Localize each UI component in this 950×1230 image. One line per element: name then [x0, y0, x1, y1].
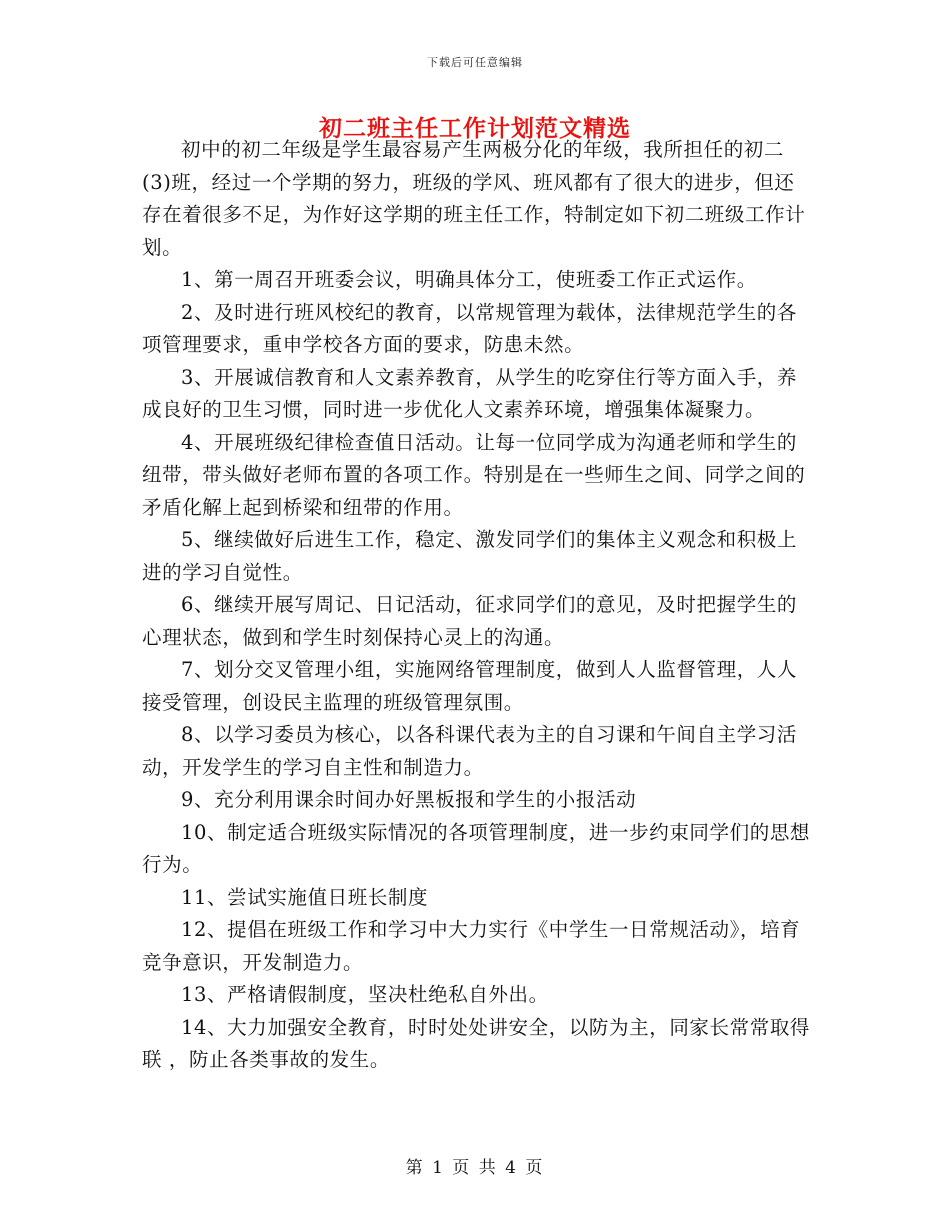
plan-item-7: 7、划分交叉管理小组，实施网络管理制度，做到人人监督管理，人人接受管理，创设民主监理的班级管理氛围。 — [142, 658, 798, 714]
page-footer: 第 1 页 共 4 页 — [405, 1158, 545, 1178]
plan-item-10: 10、制定适合班级实际情况的各项管理制度，进一步约束同学们的思想行为。 — [142, 820, 811, 876]
plan-item-4: 4、开展班级纪律检查值日活动。让每一位同学成为沟通老师和学生的纽带，带头做好老师布置的各项工作。特别是在一些师生之间、同学之间的矛盾化解上起到桥梁和纽带的作用。 — [142, 430, 806, 519]
plan-item-5: 5、继续做好后进生工作，稳定、激发同学们的集体主义观念和积极上进的学习自觉性。 — [142, 528, 798, 584]
plan-item-3: 3、开展诚信教育和人文素养教育，从学生的吃穿住行等方面入手，养成良好的卫生习惯，同时进一步优化人文素养环境，增强集体凝聚力。 — [142, 365, 798, 421]
plan-item-1: 1、第一周召开班委会议，明确具体分工，使班委工作正式运作。 — [181, 268, 757, 291]
document-body — [142, 134, 812, 1077]
plan-item-11: 11、尝试实施值日班长制度 — [181, 885, 429, 909]
plan-item-8: 8、以学习委员为核心，以各科课代表为主的自习课和午间自主学习活动，开发学生的学习自主性和制造力。 — [142, 723, 798, 779]
plan-item-13: 13、严格请假制度，坚决杜绝私自外出。 — [181, 983, 549, 1006]
header-note: 下载后可任意编辑 — [427, 56, 523, 69]
plan-item-14: 14、大力加强安全教育，时时处处讲安全，以防为主，同家长常常取得联 ，防止各类事故的发生。 — [142, 1015, 811, 1071]
plan-item-6: 6、继续开展写周记、日记活动，征求同学们的意见，及时把握学生的心理状态，做到和学生时刻保持心灵上的沟通。 — [142, 593, 798, 649]
document-title: 初二班主任工作计划范文精选 — [319, 115, 631, 142]
plan-item-9: 9、充分利用课余时间办好黑板报和学生的小报活动 — [181, 788, 637, 811]
plan-item-2: 2、及时进行班风校纪的教育，以常规管理为载体，法律规范学生的各项管理要求，重申学校各方面的要求，防患未然。 — [142, 300, 798, 356]
intro-paragraph: 初中的初二年级是学生最容易产生两极分化的年级，我所担任的初二(3)班，经过一个学期的努力，班级的学风、班风都有了很大的进步，但还存在着很多不足，为作好这学期的班主任工作，特制定如下初二班级工作计划。 — [142, 138, 806, 259]
plan-item-12: 12、提倡在班级工作和学习中大力实行《中学生一日常规活动》，培育竞争意识，开发制造力。 — [142, 918, 801, 974]
